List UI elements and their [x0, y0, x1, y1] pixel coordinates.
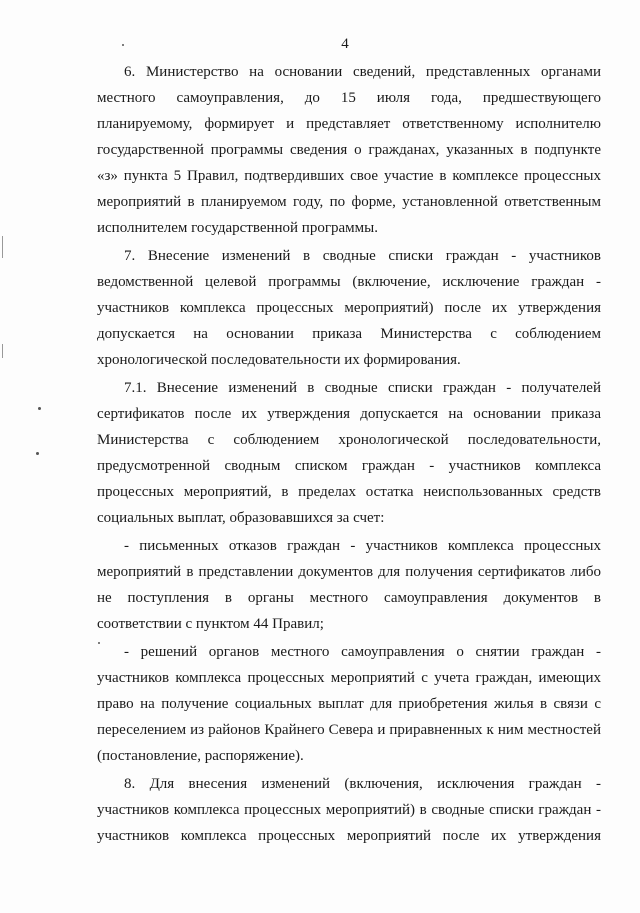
paragraph-line: процессных мероприятий, в пределах остатка неиспользованных средств	[97, 484, 601, 500]
paragraph-line: 7.1. Внесение изменений в сводные списки граждан - получателей	[124, 380, 601, 396]
paragraph-line: социальных выплат, образовавшихся за счет:	[97, 510, 385, 526]
page-number: 4	[341, 36, 349, 52]
paragraph-line: мероприятий в представлении документов для получения сертификатов либо	[97, 564, 601, 580]
paragraph-line: не поступления в органы местного самоуправления документов в	[97, 590, 601, 606]
paragraph-7-1-item-refusals	[97, 533, 601, 637]
paragraph-line: местного самоуправления, до 15 июля года, предшествующего	[97, 90, 601, 106]
scan-edge-mark	[2, 236, 3, 258]
paragraph-line: участников комплекса процессных мероприятий) после их утверждения	[97, 300, 601, 316]
paragraph-line: ведомственной целевой программы (включение, исключение граждан -	[97, 274, 601, 290]
paragraph-line: хронологической последовательности их формирования.	[97, 352, 461, 368]
paragraph-line: мероприятий в планируемом году, по форме, установленной ответственным	[97, 194, 601, 210]
paragraph-7-1-item-decisions	[97, 639, 601, 769]
paragraph-line: предусмотренной сводным списком граждан - участников комплекса	[97, 458, 601, 474]
scan-edge-mark	[2, 344, 3, 358]
scan-speck	[36, 452, 39, 455]
paragraph-line: допускается на основании приказа Министерства с соблюдением	[97, 326, 601, 342]
paragraph-line: Министерства с соблюдением хронологической последовательности,	[97, 432, 601, 448]
paragraph-line: 7. Внесение изменений в сводные списки граждан - участников	[124, 248, 601, 264]
paragraph-line: право на получение социальных выплат для приобретения жилья в связи с	[97, 696, 601, 712]
paragraph-6	[97, 59, 601, 241]
document-body	[97, 59, 601, 851]
paragraph-line: «з» пункта 5 Правил, подтвердивших свое участие в комплексе процессных	[97, 168, 601, 184]
paragraph-line: государственной программы сведения о гражданах, указанных в подпункте	[97, 142, 601, 158]
paragraph-line: исполнителем государственной программы.	[97, 220, 378, 236]
paragraph-line: планируемому, формирует и представляет ответственному исполнителю	[97, 116, 601, 132]
paragraph-line: (постановление, распоряжение).	[97, 748, 304, 764]
scan-speck	[38, 407, 41, 410]
paragraph-line: участников комплекса процессных мероприятий) в сводные списки граждан -	[97, 802, 601, 818]
paragraph-line: переселением из районов Крайнего Севера и приравненных к ним местностей	[97, 722, 601, 738]
scan-speck	[122, 44, 124, 46]
paragraph-line: соответствии с пунктом 44 Правил;	[97, 616, 324, 632]
paragraph-line: - письменных отказов граждан - участников комплекса процессных	[124, 538, 601, 554]
paragraph-8	[97, 771, 601, 849]
paragraph-line: сертификатов после их утверждения допускается на основании приказа	[97, 406, 601, 422]
paragraph-line: 8. Для внесения изменений (включения, исключения граждан -	[124, 776, 601, 792]
paragraph-line: 6. Министерство на основании сведений, представленных органами	[124, 64, 601, 80]
paragraph-line: - решений органов местного самоуправления о снятии граждан -	[124, 644, 601, 660]
paragraph-7	[97, 243, 601, 373]
paragraph-line: участников комплекса процессных мероприятий после их утверждения	[97, 828, 601, 844]
scan-speck	[98, 642, 100, 644]
paragraph-line: участников комплекса процессных мероприятий с учета граждан, имеющих	[97, 670, 601, 686]
paragraph-7-1	[97, 375, 601, 531]
